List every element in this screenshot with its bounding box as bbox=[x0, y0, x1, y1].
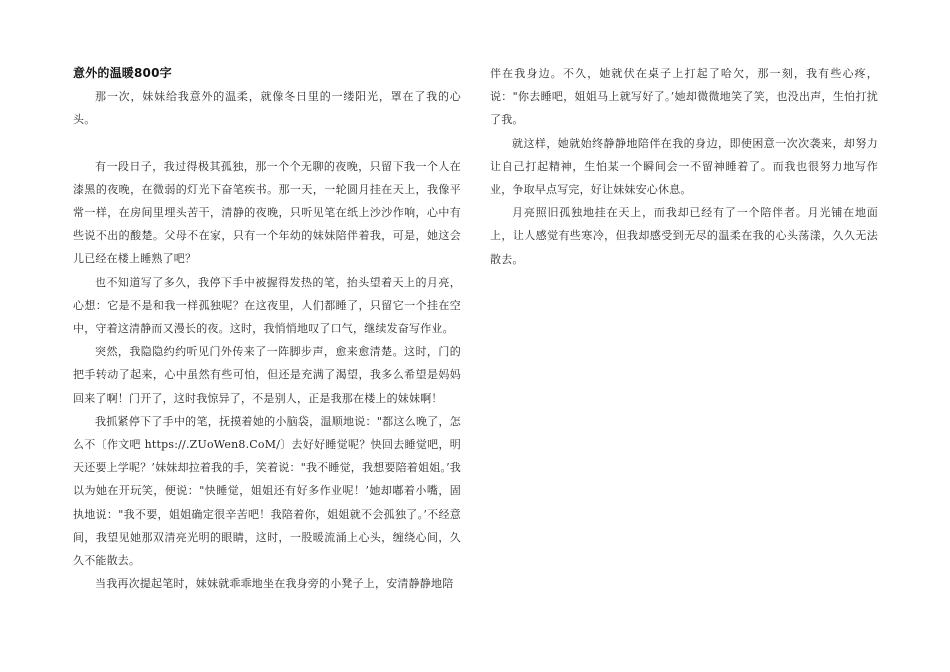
paragraph: 当我再次提起笔时，妹妹就乖乖地坐在我身旁的小凳子上，安清静静地陪 bbox=[95, 577, 454, 591]
paragraph-intro: 那一次，妹妹给我意外的温柔，就像冬日里的一缕阳光，罩在了我的心头。 bbox=[73, 90, 461, 127]
essay-title: 意外的温暖800字 bbox=[73, 66, 172, 80]
paragraph: 就这样，她就始终静静地陪伴在我的身边，即使困意一次次袭来，却努力让自己打起精神，生怕某一个瞬间会一不留神睡着了。而我也很努力地写作业，争取早点写完，好让妹妹安心休息。 bbox=[490, 136, 878, 197]
paragraph: 月亮照旧孤独地挂在天上，而我却已经有了一个陪伴者。月光铺在地面上，让人感觉有些寒冷，但我却感受到无尽的温柔在我的心头荡漾，久久无法散去。 bbox=[490, 206, 878, 266]
paragraph: 突然，我隐隐约约听见门外传来了一阵脚步声，愈来愈清楚。这时，门的把手转动了起来，心中虽然有些可怕，但还是充满了渴望，我多么希望是妈妈回来了啊！门开了，这时我惊异了，不是别人，正是我那在楼上的妹妹啊！ bbox=[73, 345, 461, 405]
paragraph: 有一段日子，我过得极其孤独，那一个个无聊的夜晚，只留下我一个人在漆黑的夜晚，在微弱的灯光下奋笔疾书。那一天，一轮圆月挂在天上，我像平常一样，在房间里埋头苦干，清静的夜晚，只听见笔在纸上沙沙作响，心中有些说不出的酸楚。父母不在家，只有一个年幼的妹妹陪伴着我，可是，她这会儿已经在楼上睡熟了吧？ bbox=[73, 159, 461, 266]
paragraph: 也不知道写了多久，我停下手中被握得发热的笔，抬头望着天上的月亮，心想：它是不是和我一样孤独呢？在这夜里，人们都睡了，只留它一个挂在空中，守着这清静而又漫长的夜。这时，我悄悄地叹了口气，继续发奋写作业。 bbox=[73, 275, 461, 336]
paragraph-continued: 伴在我身边。不久，她就伏在桌子上打起了哈欠，那一刻，我有些心疼，说："你去睡吧，姐姐马上就写好了。’她却微微地笑了笑，也没出声，生怕打扰了我。 bbox=[490, 67, 878, 127]
left-column bbox=[73, 62, 461, 595]
right-column bbox=[490, 62, 878, 271]
paragraph: 我抓紧停下了手中的笔，抚摸着她的小脑袋，温顺地说："都这么晚了，怎么不〔作文吧 https://.ZUoWen8.CoM/〕去好好睡觉呢？快回去睡觉吧，明天还要上学呢？’妹妹却拉着我的手，笑着说："我不睡觉，我想要陪着姐姐。’我以为她在开玩笑，便说："快睡觉，姐姐还有好多作业呢！’她却嘟着小嘴，固执地说："我不要，姐姐确定很辛苦吧！我陪着你，姐姐就不会孤独了。’不经意间，我望见她那双清亮光明的眼睛，这时，一股暖流涌上心头，缠绕心间，久久不能散去。 bbox=[73, 414, 461, 568]
